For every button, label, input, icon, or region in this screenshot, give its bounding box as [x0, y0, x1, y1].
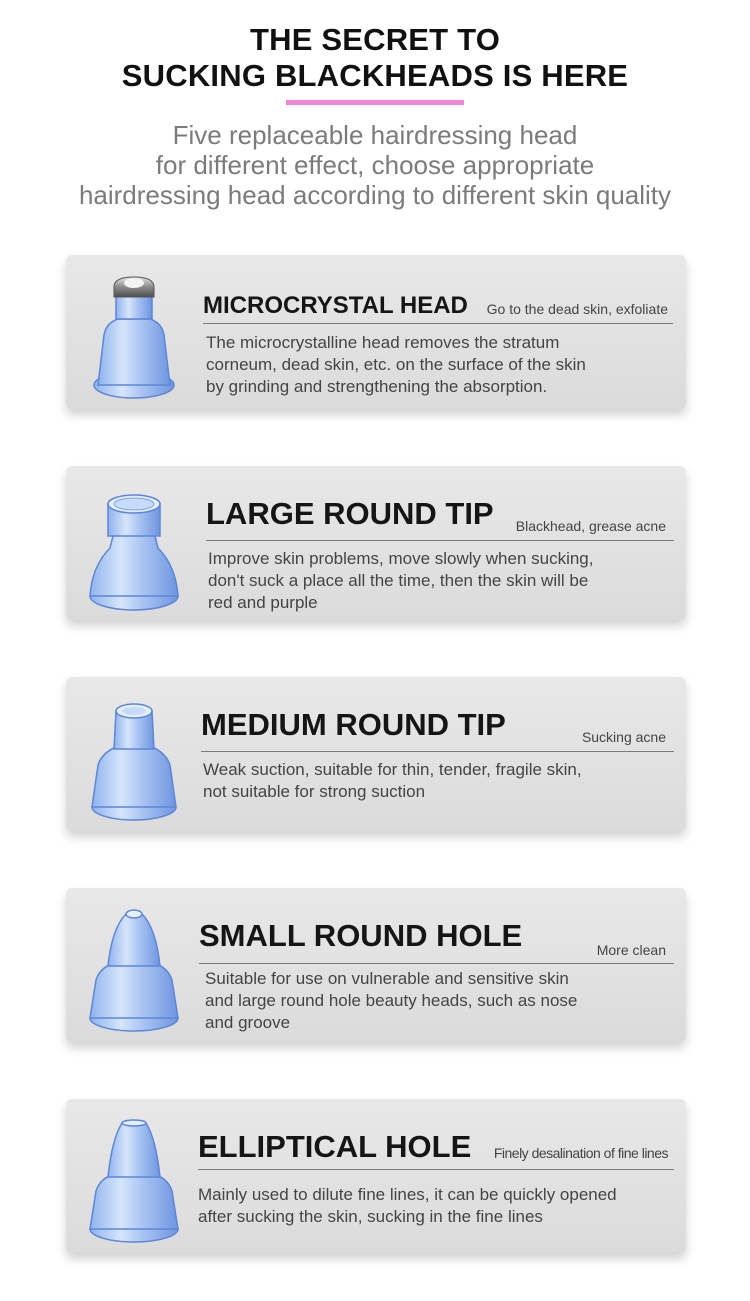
microcrystal-head-icon — [84, 265, 184, 400]
card-tag: Sucking acne — [581, 729, 666, 745]
card-description-line2: after sucking the skin, sucking in the fine lines — [198, 1207, 543, 1226]
card-small-round-hole — [66, 888, 686, 1042]
card-medium-round-tip — [66, 677, 686, 831]
card-microcrystal-head — [66, 255, 686, 409]
page-title-line2: SUCKING BLACKHEADS IS HERE — [121, 58, 629, 93]
card-description-line3: by grinding and strengthening the absorption. — [206, 377, 548, 396]
card-tag: More clean — [596, 942, 666, 958]
card-title: SMALL ROUND HOLE — [199, 918, 523, 953]
card-description-line2: corneum, dead skin, etc. on the surface of the skin — [206, 355, 586, 374]
title-accent-bar — [286, 100, 464, 105]
card-description-line2: and large round hole beauty heads, such as nose — [205, 991, 578, 1010]
card-large-round-tip — [66, 466, 686, 620]
card-elliptical-hole — [66, 1099, 686, 1253]
subtitle-line3: hairdressing head according to different skin quality — [78, 180, 672, 210]
card-description-line2: not suitable for strong suction — [203, 782, 426, 801]
subtitle-line1: Five replaceable hairdressing head — [172, 120, 578, 150]
card-title: MEDIUM ROUND TIP — [201, 707, 506, 742]
card-description-line3: red and purple — [208, 593, 318, 612]
card-description-line1: Improve skin problems, move slowly when sucking, — [208, 549, 594, 568]
card-title: LARGE ROUND TIP — [206, 496, 494, 531]
card-tag: Finely desalination of fine lines — [493, 1145, 668, 1161]
card-tag: Go to the dead skin, exfoliate — [486, 301, 668, 317]
subtitle-line2: for different effect, choose appropriate — [155, 150, 595, 180]
card-description-line1: The microcrystalline head removes the stratum — [206, 333, 560, 352]
card-description-line1: Suitable for use on vulnerable and sensitive skin — [205, 969, 569, 988]
small-round-hole-icon — [84, 898, 184, 1033]
card-description-line1: Mainly used to dilute fine lines, it can be quickly opened — [198, 1185, 617, 1204]
card-divider — [201, 751, 674, 752]
card-description-line2: don't suck a place all the time, then the skin will be — [208, 571, 589, 590]
large-round-tip-icon — [84, 476, 184, 611]
card-divider — [198, 1169, 674, 1170]
card-title: ELLIPTICAL HOLE — [198, 1129, 472, 1164]
card-description-line1: Weak suction, suitable for thin, tender, fragile skin, — [203, 760, 582, 779]
card-divider — [199, 963, 674, 964]
card-description-line3: and groove — [205, 1013, 291, 1032]
card-title: MICROCRYSTAL HEAD — [203, 292, 468, 319]
medium-round-tip-icon — [84, 687, 184, 822]
card-divider — [206, 540, 674, 541]
card-divider — [203, 323, 673, 324]
card-tag: Blackhead, grease acne — [515, 518, 666, 534]
elliptical-hole-icon — [84, 1109, 184, 1244]
page-title-line1: THE SECRET TO — [249, 22, 501, 57]
